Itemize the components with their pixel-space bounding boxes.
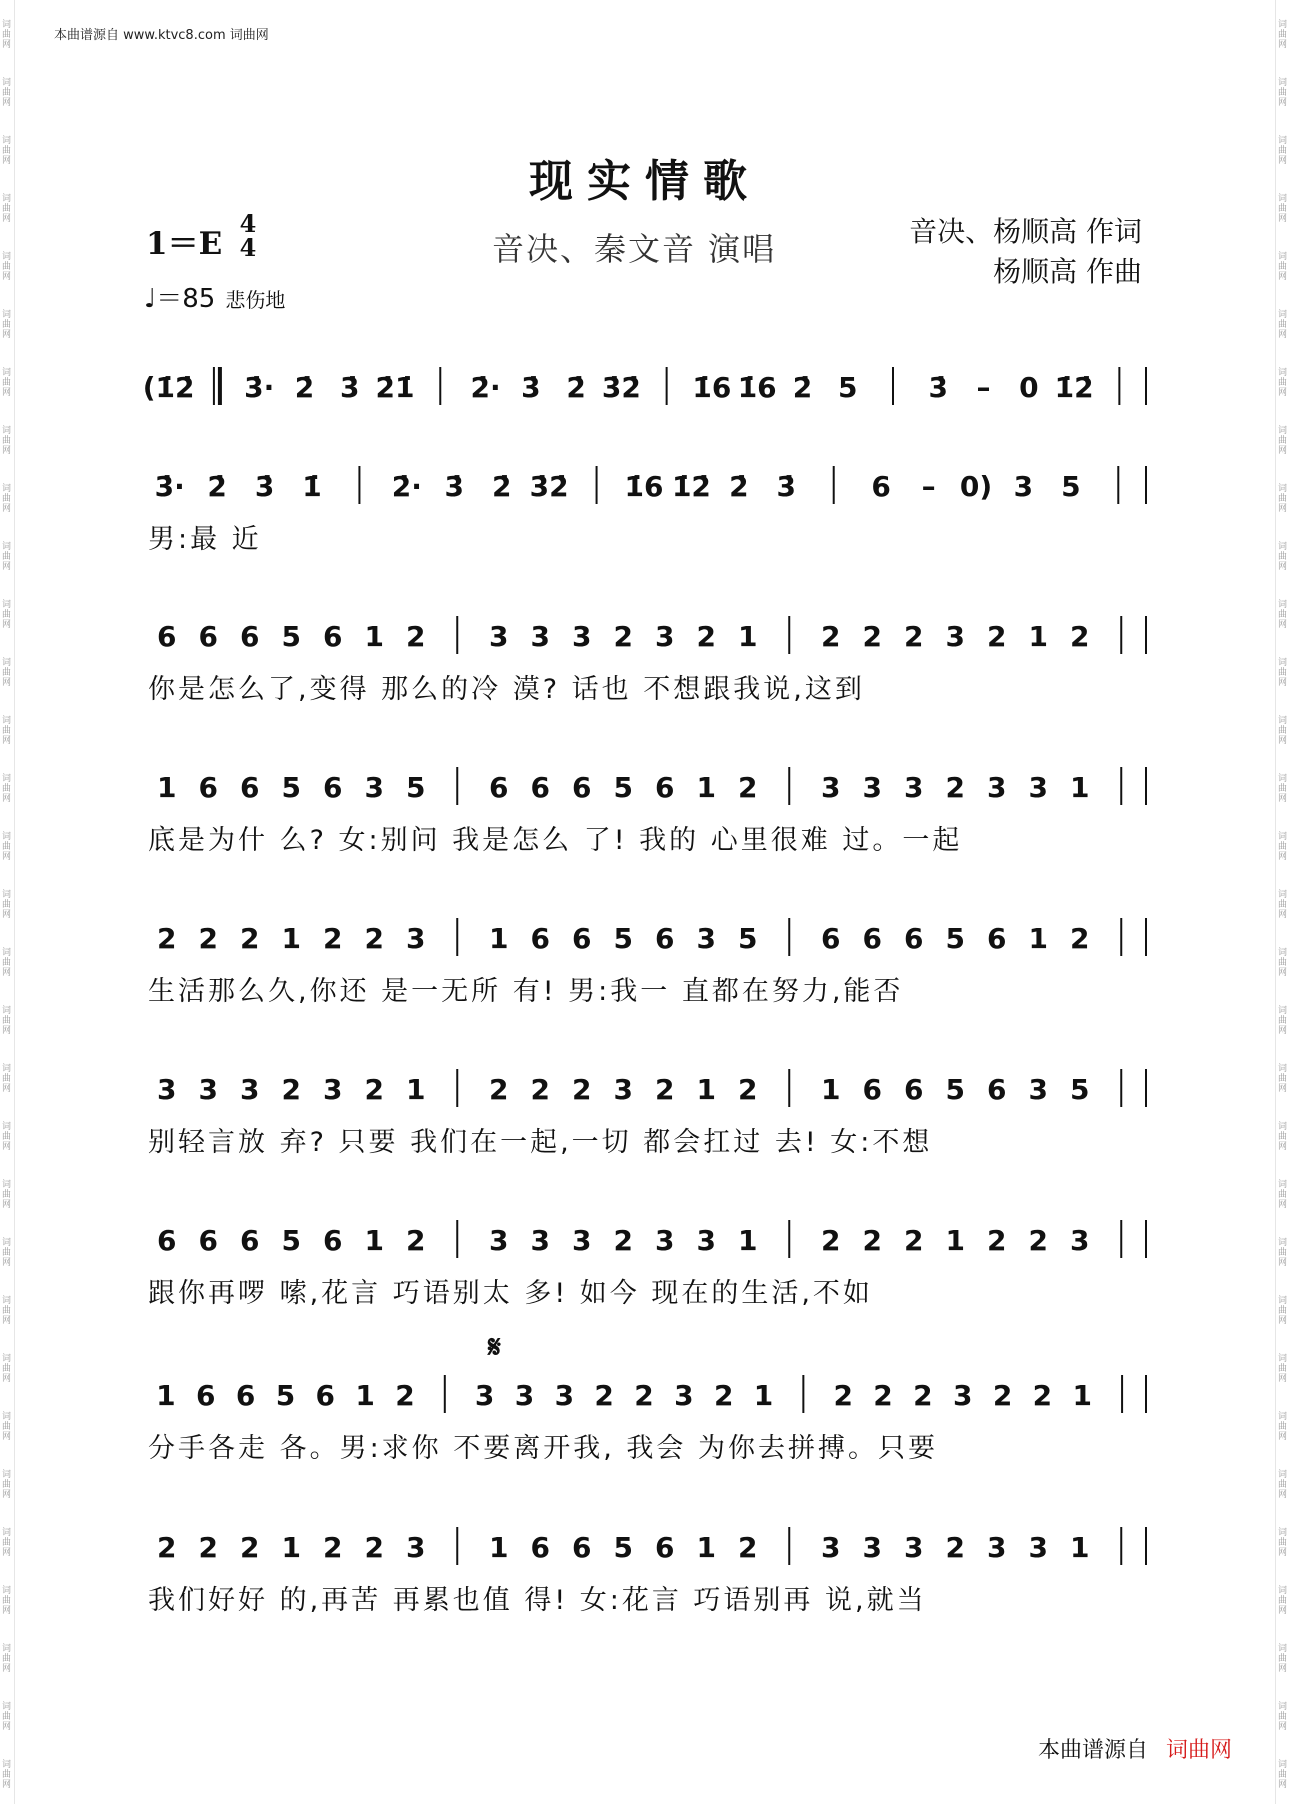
note-token: 3	[1013, 470, 1034, 503]
watermark-text: 词 曲 网	[1278, 1644, 1288, 1674]
watermark-text: 词 曲 网	[1278, 774, 1288, 804]
note-token: 6	[987, 1073, 1007, 1106]
note-token: 5	[738, 922, 758, 955]
note-token: 3	[530, 1224, 550, 1257]
note-token: 3̇	[339, 371, 360, 404]
lyric-line: 你是怎么了,变得 那么的冷 漠? 话也 不想跟我说,这到	[148, 674, 865, 705]
note-token: 6	[198, 1224, 218, 1257]
note-token: 6	[904, 1073, 924, 1106]
source-footer	[1038, 1733, 1232, 1764]
note-token: 2	[738, 1073, 758, 1106]
note-token: 3	[987, 771, 1007, 804]
lyric-line: 分手各走 各。男:求你 不要离开我, 我会 为你去拼搏。只要	[148, 1433, 939, 1464]
note-token: 3	[696, 1224, 716, 1257]
note-token: 3̇2̇	[529, 470, 569, 503]
note-token: 3	[364, 771, 384, 804]
note-token: 3	[530, 620, 550, 653]
watermark-text: 词 曲 网	[2, 20, 12, 50]
note-token: 3̇	[444, 470, 465, 503]
note-token: 2	[634, 1379, 654, 1412]
watermark-text: 词 曲 网	[2, 426, 12, 456]
key-signature: 1＝E	[146, 226, 223, 262]
tempo-value: ＝85	[156, 284, 216, 314]
note-token: 3	[406, 1531, 426, 1564]
watermark-text: 词 曲 网	[1278, 832, 1288, 862]
time-signature-bottom: 4	[239, 233, 257, 262]
note-token: 5	[1070, 1073, 1090, 1106]
note-token: 2	[594, 1379, 614, 1412]
watermark-text: 词 曲 网	[2, 1122, 12, 1152]
note-token: 5	[945, 1073, 965, 1106]
watermark-text: 词 曲 网	[1278, 484, 1288, 514]
note-token: 2̇·	[470, 371, 501, 404]
note-token: 6	[871, 470, 891, 503]
note-token: 1	[281, 922, 301, 955]
note-token: 2	[157, 1531, 177, 1564]
note-token: 5	[613, 771, 633, 804]
note-token: 2	[738, 1531, 758, 1564]
note-token: 3	[572, 1224, 592, 1257]
note-token: 3	[655, 620, 675, 653]
note-token: –	[921, 470, 936, 503]
note-token: 2	[323, 1531, 343, 1564]
note-token: 1	[1028, 922, 1048, 955]
note-token: 2	[862, 1224, 882, 1257]
note-token: 5	[945, 922, 965, 955]
note-token: 1	[355, 1379, 375, 1412]
note-token: 6	[530, 771, 550, 804]
note-token: 3	[323, 1073, 343, 1106]
watermark-text: 词 曲 网	[1278, 1760, 1288, 1790]
watermark-text: 词 曲 网	[2, 1702, 12, 1732]
note-token: 2	[987, 1224, 1007, 1257]
note-token: 2	[406, 1224, 426, 1257]
note-token: 6	[655, 922, 675, 955]
note-token: 3	[1028, 1073, 1048, 1106]
note-token: 2	[364, 1073, 384, 1106]
note-token: 3	[572, 620, 592, 653]
note-token: 2	[489, 1073, 509, 1106]
note-token: 2	[240, 1531, 260, 1564]
note-token: 3	[1028, 1531, 1048, 1564]
watermark-text: 词 曲 网	[2, 1412, 12, 1442]
note-token: 1	[945, 1224, 965, 1257]
note-token: 6	[198, 620, 218, 653]
note-token: 1	[489, 1531, 509, 1564]
note-token: 6	[323, 771, 343, 804]
note-token: 3	[489, 620, 509, 653]
composer-credit: 杨顺高 作曲	[993, 255, 1142, 288]
watermark-text: 词 曲 网	[2, 136, 12, 166]
note-token: 6	[862, 1073, 882, 1106]
note-token: 6	[323, 620, 343, 653]
note-token: 1	[489, 922, 509, 955]
lyric-line: 男:最 近	[148, 524, 262, 555]
note-token: 5	[406, 771, 426, 804]
note-token: 2	[1070, 620, 1090, 653]
watermark-text: 词 曲 网	[2, 252, 12, 282]
note-token: 6	[530, 922, 550, 955]
note-token: 3̇	[776, 470, 797, 503]
note-token: 2	[904, 1224, 924, 1257]
note-token: 5	[281, 771, 301, 804]
note-token: 2	[1028, 1224, 1048, 1257]
watermark-text: 词 曲 网	[2, 600, 12, 630]
note-token: –	[976, 371, 991, 404]
watermark-text: 词 曲 网	[2, 1006, 12, 1036]
note-token: 0	[1019, 371, 1039, 404]
note-token: 0)	[959, 470, 993, 503]
quarter-note-icon: ♩	[144, 284, 157, 314]
note-token: 2	[713, 1379, 734, 1412]
watermark-text: 词 曲 网	[2, 1354, 12, 1384]
note-token: 1	[696, 1531, 716, 1564]
note-token: 1	[738, 620, 758, 653]
note-token: 6	[987, 922, 1007, 955]
note-token: 2	[904, 620, 924, 653]
note-token: 1̇6	[737, 371, 777, 404]
note-token: 3	[198, 1073, 218, 1106]
note-token: 3	[514, 1379, 535, 1412]
note-token: 2	[198, 922, 218, 955]
note-token: 3̇·	[154, 470, 185, 503]
watermark-text: 词 曲 网	[2, 1238, 12, 1268]
watermark-text: 词 曲 网	[1278, 310, 1288, 340]
note-token: 3	[821, 771, 841, 804]
note-token: 2̇·	[391, 470, 422, 503]
note-token: 5	[275, 1379, 296, 1412]
note-token: 3	[945, 620, 965, 653]
watermark-text: 词 曲 网	[2, 1470, 12, 1500]
watermark-text: 词 曲 网	[2, 1296, 12, 1326]
note-token: 6	[157, 1224, 177, 1257]
note-token: 3	[821, 1531, 841, 1564]
note-token: 6	[196, 1379, 216, 1412]
note-token: 2	[738, 771, 758, 804]
note-token: 1	[696, 1073, 716, 1106]
time-signature-top: 4	[239, 209, 257, 238]
note-token: 2	[655, 1073, 675, 1106]
watermark-text: 词 曲 网	[1278, 1702, 1288, 1732]
watermark-text: 词 曲 网	[2, 774, 12, 804]
note-token: 6	[572, 771, 592, 804]
note-token: 2	[833, 1379, 853, 1412]
watermark-text: 词 曲 网	[1278, 1412, 1288, 1442]
note-token: 2	[696, 620, 716, 653]
watermark-text: 词 曲 网	[1278, 948, 1288, 978]
note-token: 2	[1070, 922, 1090, 955]
note-token: 5	[837, 371, 858, 404]
note-token: 2̇	[566, 371, 586, 404]
watermark-text: 词 曲 网	[1278, 658, 1288, 688]
note-token: 2	[987, 620, 1007, 653]
note-token: 1	[753, 1379, 774, 1412]
note-token: 2	[613, 1224, 633, 1257]
note-token: 3	[696, 922, 716, 955]
note-token: (1̇2̇	[142, 371, 195, 404]
note-token: 3	[862, 771, 882, 804]
note-token: 5	[613, 1531, 633, 1564]
note-token: 6	[821, 922, 841, 955]
watermark-text: 词 曲 网	[1278, 78, 1288, 108]
note-token: 3	[554, 1379, 575, 1412]
note-token: 2	[281, 1073, 301, 1106]
watermark-text: 词 曲 网	[2, 78, 12, 108]
lyric-line: 别轻言放 弃? 只要 我们在一起,一切 都会扛过 去! 女:不想	[148, 1127, 933, 1158]
mood-marking: 悲伤地	[225, 288, 286, 312]
lyric-line: 生活那么久,你还 是一无所 有! 男:我一 直都在努力,能否	[148, 976, 904, 1007]
note-token: 2	[945, 771, 965, 804]
note-token: 3	[655, 1224, 675, 1257]
note-token: 3	[952, 1379, 973, 1412]
brand-name: 词曲网	[1165, 1738, 1232, 1763]
watermark-text: 词 曲 网	[1278, 1470, 1288, 1500]
note-token: 3	[674, 1379, 694, 1412]
watermark-text: 词 曲 网	[1278, 136, 1288, 166]
note-token: 1̇2̇	[671, 470, 711, 503]
note-token: 6	[240, 771, 260, 804]
note-token: 2̇1̇	[375, 371, 415, 404]
watermark-text: 词 曲 网	[1278, 716, 1288, 746]
watermark-text: 词 曲 网	[2, 1644, 12, 1674]
watermark-text: 词 曲 网	[1278, 368, 1288, 398]
lyric-line: 底是为什 么? 女:别问 我是怎么 了! 我的 心里很难 过。一起	[148, 825, 963, 856]
watermark-text: 词 曲 网	[2, 716, 12, 746]
source-label: 本曲谱源自	[1037, 1738, 1148, 1763]
note-token: 3	[489, 1224, 509, 1257]
watermark-text: 词 曲 网	[2, 1528, 12, 1558]
note-token: 3̇	[254, 470, 275, 503]
note-token: 6	[198, 771, 218, 804]
note-token: 6	[240, 1224, 260, 1257]
note-token: 2	[530, 1073, 550, 1106]
watermark-text: 词 曲 网	[2, 542, 12, 572]
watermark-text: 词 曲 网	[2, 1586, 12, 1616]
note-token: 2	[364, 922, 384, 955]
note-token: 3	[904, 1531, 924, 1564]
note-token: 3	[1028, 771, 1048, 804]
note-token: 1	[364, 620, 384, 653]
note-token: 2	[240, 922, 260, 955]
note-token: 1̇2̇	[1054, 371, 1094, 404]
note-token: 6	[904, 922, 924, 955]
note-token: 6	[655, 1531, 675, 1564]
watermark-text: 词 曲 网	[1278, 426, 1288, 456]
note-token: 2̇	[491, 470, 512, 503]
watermark-text: 词 曲 网	[1278, 20, 1288, 50]
note-token: 3	[862, 1531, 882, 1564]
watermark-text: 词 曲 网	[1278, 890, 1288, 920]
note-token: 3̇	[928, 371, 949, 404]
note-token: 6	[862, 922, 882, 955]
note-token: 3̇·	[244, 371, 275, 404]
watermark-text: 词 曲 网	[1278, 542, 1288, 572]
watermark-text: 词 曲 网	[2, 368, 12, 398]
singer-credit: 音决、秦文音 演唱	[492, 230, 777, 268]
note-token: 3̇2̇	[601, 371, 641, 404]
note-token: 2̇	[207, 470, 227, 503]
note-token: 3	[474, 1379, 495, 1412]
lyricist-credit: 音决、杨顺高 作词	[909, 215, 1142, 248]
watermark-text: 词 曲 网	[2, 310, 12, 340]
watermark-text: 词 曲 网	[1278, 600, 1288, 630]
note-token: 1̇6	[624, 470, 664, 503]
note-token: 2	[862, 620, 882, 653]
note-token: 1	[821, 1073, 841, 1106]
watermark-text: 词 曲 网	[2, 1760, 12, 1790]
note-token: 6	[572, 922, 592, 955]
watermark-text: 词 曲 网	[1278, 1064, 1288, 1094]
lyric-line: 跟你再啰 嗦,花言 巧语别太 多! 如今 现在的生活,不如	[148, 1278, 873, 1309]
note-token: 1	[696, 771, 716, 804]
watermark-text: 词 曲 网	[1278, 1122, 1288, 1152]
note-token: 6	[489, 771, 509, 804]
note-token: 3	[240, 1073, 260, 1106]
note-token: 2	[572, 1073, 592, 1106]
song-title: 现实情歌	[529, 156, 761, 207]
note-token: 1	[738, 1224, 758, 1257]
watermark-text: 词 曲 网	[1278, 1528, 1288, 1558]
watermark-text: 词 曲 网	[2, 832, 12, 862]
watermark-text: 词 曲 网	[2, 194, 12, 224]
note-token: 6	[315, 1379, 336, 1412]
watermark-text: 词 曲 网	[2, 1180, 12, 1210]
note-token: 6	[323, 1224, 343, 1257]
watermark-text: 词 曲 网	[1278, 1180, 1288, 1210]
note-token: 6	[530, 1531, 550, 1564]
watermark-text: 词 曲 网	[2, 484, 12, 514]
note-token: 3	[613, 1073, 633, 1106]
note-token: 2	[873, 1379, 893, 1412]
watermark-text: 词 曲 网	[1278, 1354, 1288, 1384]
note-token: 1	[157, 771, 177, 804]
watermark-text: 词 曲 网	[2, 948, 12, 978]
note-token: 6	[240, 620, 260, 653]
watermark-text: 词 曲 网	[2, 1064, 12, 1094]
segno-icon: 𝄋	[488, 1330, 501, 1365]
note-token: 2	[406, 620, 426, 653]
watermark-text: 词 曲 网	[1278, 194, 1288, 224]
note-token: 2	[821, 1224, 841, 1257]
watermark-text: 词 曲 网	[2, 658, 12, 688]
note-token: 3̇	[521, 371, 541, 404]
note-token: 6	[235, 1379, 256, 1412]
note-token: 2	[945, 1531, 965, 1564]
note-token: 5	[281, 620, 301, 653]
note-token: 6	[157, 620, 177, 653]
note-token: 2̇	[294, 371, 315, 404]
note-token: 2̇	[792, 371, 813, 404]
note-token: 2	[198, 1531, 218, 1564]
note-token: 1	[281, 1531, 301, 1564]
note-token: 1	[1072, 1379, 1092, 1412]
note-token: 2	[157, 922, 177, 955]
watermark-text: 词 曲 网	[1278, 1296, 1288, 1326]
note-token: 1	[364, 1224, 384, 1257]
note-token: 2̇	[729, 470, 749, 503]
note-token: 3	[1070, 1224, 1090, 1257]
note-token: 3	[904, 771, 924, 804]
note-token: 2	[395, 1379, 415, 1412]
source-header: 本曲谱源自 www.ktvc8.com 词曲网	[54, 28, 269, 43]
watermark-text: 词 曲 网	[1278, 1006, 1288, 1036]
note-token: 1	[1070, 1531, 1090, 1564]
watermark-text: 词 曲 网	[1278, 1586, 1288, 1616]
lyric-line: 我们好好 的,再苦 再累也值 得! 女:花言 巧语别再 说,就当	[148, 1585, 927, 1616]
note-token: 2	[323, 922, 343, 955]
note-token: 6	[655, 771, 675, 804]
watermark-text: 词 曲 网	[1278, 1238, 1288, 1268]
note-token: 2	[821, 620, 841, 653]
note-token: 5	[1061, 470, 1081, 503]
note-token: 3	[157, 1073, 177, 1106]
note-token: 1	[406, 1073, 426, 1106]
watermark-text: 词 曲 网	[1278, 252, 1288, 282]
note-token: 3	[406, 922, 426, 955]
watermark-text: 词 曲 网	[2, 890, 12, 920]
note-token: 5	[281, 1224, 301, 1257]
note-token: 5	[613, 922, 633, 955]
note-token: 2	[613, 620, 633, 653]
note-token: 2	[1032, 1379, 1053, 1412]
note-token: 6	[572, 1531, 592, 1564]
note-token: 1	[1070, 771, 1090, 804]
note-token: 2	[364, 1531, 384, 1564]
note-token: 1̇	[302, 470, 322, 503]
note-token: 3	[987, 1531, 1007, 1564]
note-token: 1	[156, 1379, 176, 1412]
note-token: 1̇6	[692, 371, 732, 404]
note-token: 2	[913, 1379, 933, 1412]
note-token: 1	[1028, 620, 1048, 653]
note-token: 2	[992, 1379, 1013, 1412]
